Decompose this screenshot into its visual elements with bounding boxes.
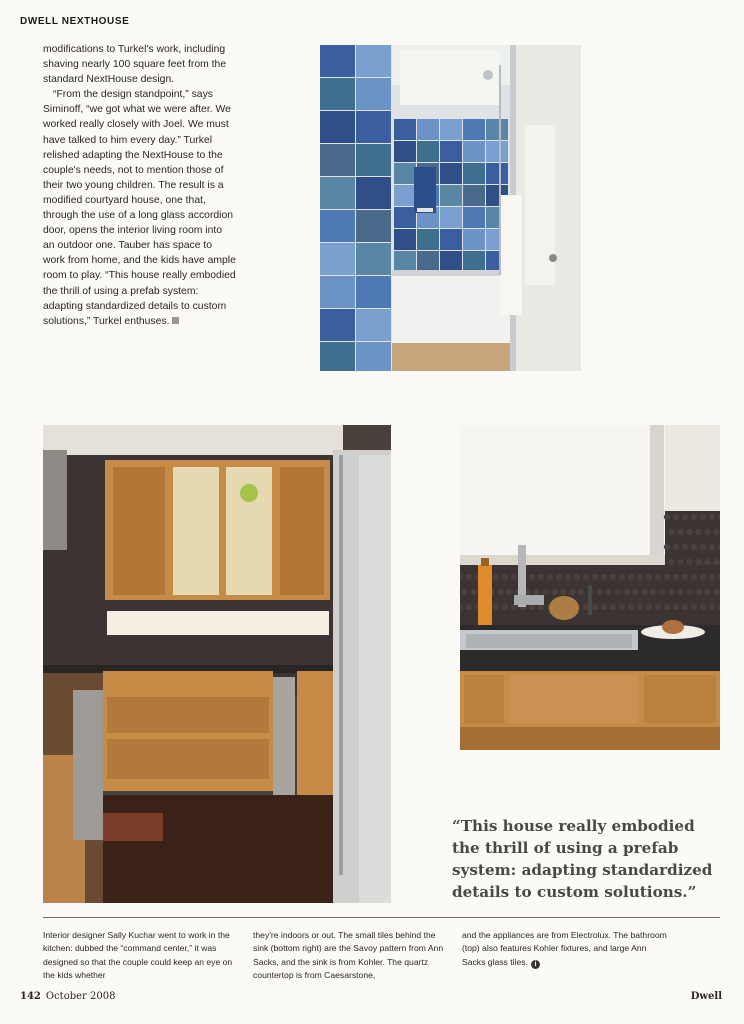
article-paragraph-2-text: “From the design standpoint,” says Siminoff, “we got what we were after. We worked really closely with Joel. We must have talked to him every day.” Turkel relished adapting the NextHouse to the couple's needs, not to mention those of their two young children. The result is a modified courtyard house, one that, through the use of a long glass accordion door, opens the interior living room into an outdoor one. Tauber has space to work from home, and the kids have ample room to play. “This house really embodied the thrill of using a prefab system: adapting standardized details to custom solutions,” Turkel enthuses.: [43, 89, 236, 327]
info-circle-icon: i: [531, 960, 540, 969]
sink-photo: [460, 425, 720, 750]
page-number: 142: [20, 991, 41, 1002]
article-paragraph-2: [43, 87, 236, 329]
running-head: DWELL NEXTHOUSE: [20, 16, 130, 27]
caption-column-3: [462, 929, 667, 969]
caption-divider: [43, 917, 720, 918]
article-body: [43, 42, 236, 329]
caption-column-2: they're indoors or out. The small tiles behind the sink (bottom right) are the Savoy pattern from Ann Sacks, and the sink is from Kohler. The quartz countertop is from Caesarstone,: [253, 930, 444, 980]
caption-column-3-text: and the appliances are from Electrolux. The bathroom (top) also features Kohler fixtures, and large Ann Sacks glass tiles.: [462, 930, 667, 967]
kitchen-photo: [43, 425, 391, 903]
magazine-brand: Dwell: [690, 991, 722, 1002]
bathroom-photo: [320, 45, 581, 371]
end-mark-icon: [172, 317, 179, 324]
folio: [20, 991, 115, 1002]
issue-date: October 2008: [45, 991, 116, 1002]
caption-column-1: Interior designer Sally Kuchar went to work in the kitchen: dubbed the “command center,” it was designed so that the couple could keep an eye on the kids whether: [43, 930, 233, 980]
pull-quote: “This house really embodied the thrill of using a prefab system: adapting standardized details to custom solutions.”: [452, 817, 713, 901]
article-paragraph-1: modifications to Turkel's work, including shaving nearly 100 square feet from the standard NextHouse design.: [43, 44, 227, 86]
